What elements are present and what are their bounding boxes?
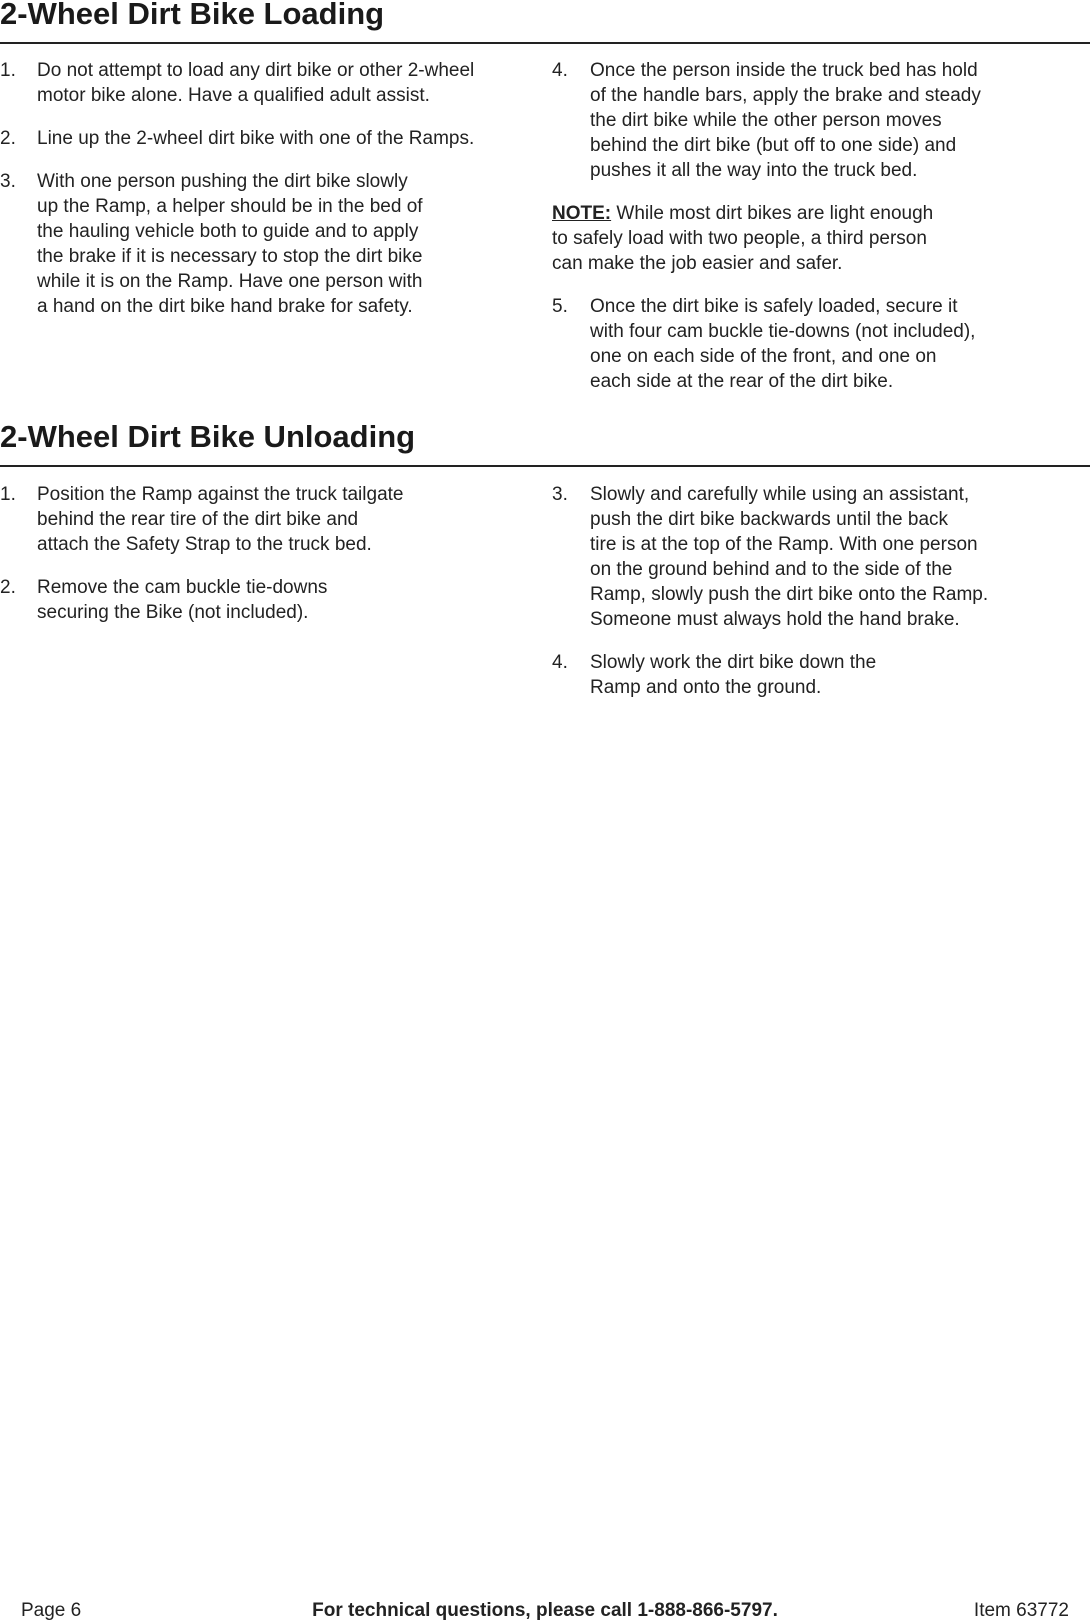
loading-step-2: 2. Line up the 2-wheel dirt bike with one of the Ramps. (0, 128, 475, 149)
loading-step-1: 1. Do not attempt to load any dirt bike or other 2-wheel motor bike alone. Have a qualified adult assist. (0, 60, 475, 106)
unloading-step-1: 1. Position the Ramp against the truck tailgate behind the rear tire of the dirt bike and attach the Safety Strap to the truck bed. (0, 484, 404, 555)
unloading-step-4: 4. Slowly work the dirt bike down the Ramp and onto the ground. (552, 652, 877, 698)
footer-contact: For technical questions, please call 1-888-866-5797. (312, 1600, 778, 1621)
unloading-step-2: 2. Remove the cam buckle tie-downs securing the Bike (not included). (0, 577, 328, 623)
loading-step-5: 5. Once the dirt bike is safely loaded, secure it with four cam buckle tie-downs (not included), one on each side of the front, and one on each side at the rear of the dirt bike. (552, 296, 976, 392)
unloading-left-column (0, 482, 540, 643)
loading-step-4: 4. Once the person inside the truck bed has hold of the handle bars, apply the brake and steady the dirt bike while the other person moves behind the dirt bike (but off to one side) and pushes it all the way into the truck bed. (552, 60, 981, 181)
unloading-right-column (552, 482, 1062, 718)
loading-title-rule (0, 42, 1090, 44)
footer-page-number: Page 6 (21, 1600, 82, 1621)
unloading-step-3: 3. Slowly and carefully while using an assistant, push the dirt bike backwards until the back tire is at the top of the Ramp. With one person on the ground behind and to the side of the Ramp, slowly push the dirt bike onto the Ramp. Someone must always hold the hand brake. (552, 484, 989, 630)
loading-right-column (552, 58, 1062, 412)
loading-left-column (0, 58, 540, 337)
unloading-section-title: 2-Wheel Dirt Bike Unloading (0, 419, 416, 454)
footer-item-number: Item 63772 (973, 1600, 1069, 1621)
unloading-title-rule (0, 465, 1090, 467)
loading-section-title: 2-Wheel Dirt Bike Loading (0, 0, 385, 31)
note-label: NOTE: (552, 203, 612, 224)
loading-note: NOTE: While most dirt bikes are light enough to safely load with two people, a third person can make the job easier and safer. (552, 203, 934, 274)
loading-step-3: 3. With one person pushing the dirt bike slowly up the Ramp, a helper should be in the bed of the hauling vehicle both to guide and to apply the brake if it is necessary to stop the dirt bike while it is on the Ramp. Have one person with a hand on the dirt bike hand brake for safety. (0, 171, 423, 317)
